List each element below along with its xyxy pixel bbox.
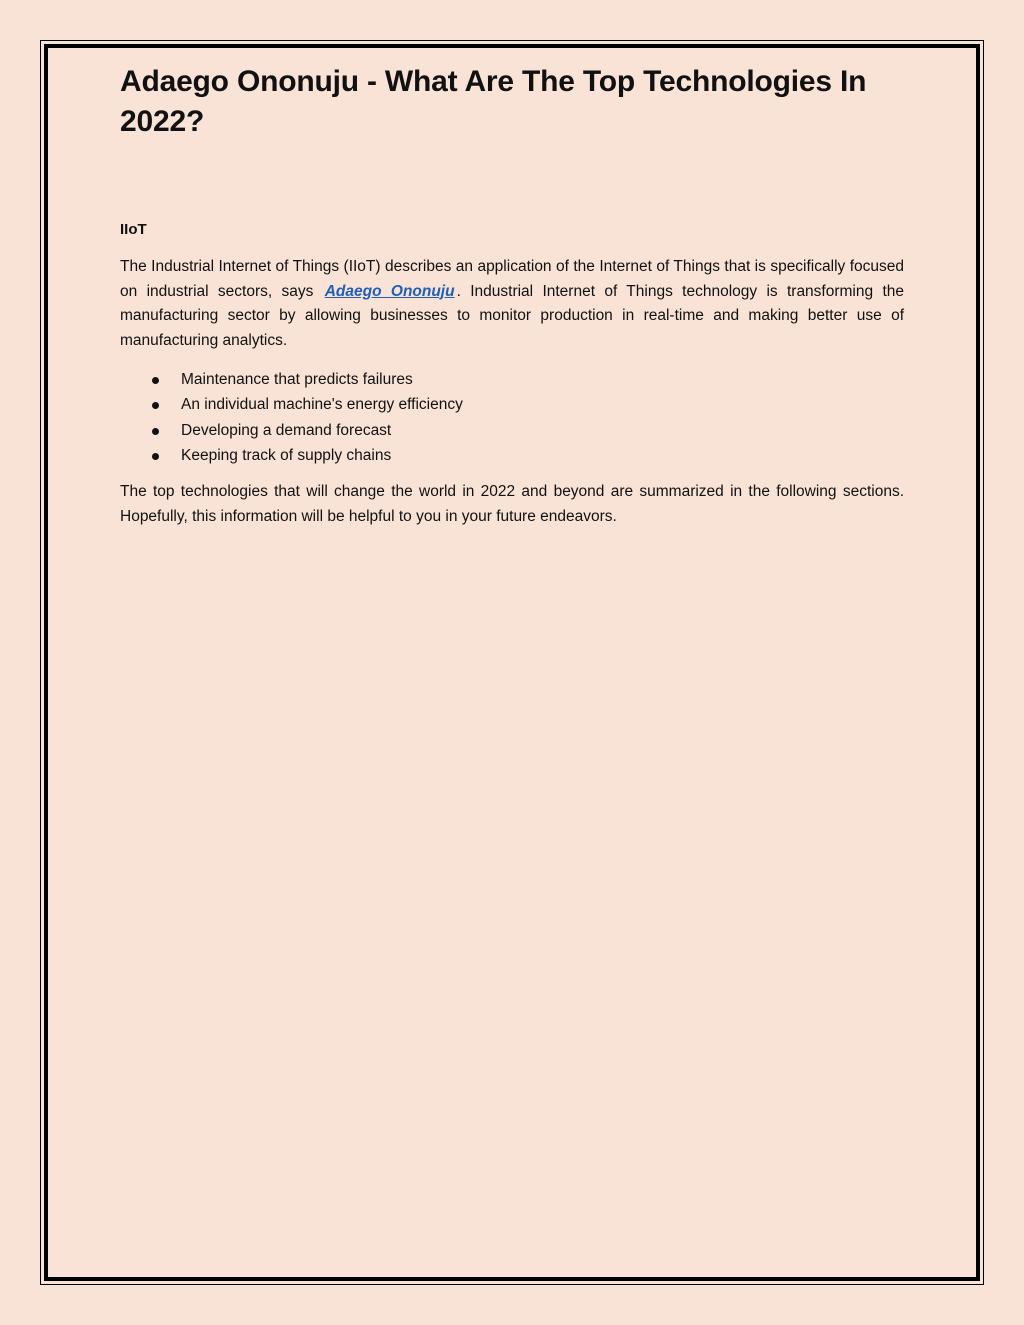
bullet-icon <box>152 402 159 409</box>
list-item <box>120 443 463 468</box>
page-border <box>40 40 984 1285</box>
intro-text-after-link: . Industrial Internet of Things technology is transforming the manufacturing sector by allowing businesses to monitor production in real-time and making better use of manufacturing analytics. <box>120 282 904 349</box>
bullet-icon <box>152 453 159 460</box>
list-item <box>120 367 463 392</box>
list-item-text: Developing a demand forecast <box>181 421 392 439</box>
list-item-text: Maintenance that predicts failures <box>181 371 413 388</box>
list-item <box>120 392 463 417</box>
document-body <box>120 62 904 525</box>
intro-paragraph <box>120 255 904 353</box>
list-item <box>120 418 463 443</box>
author-link[interactable]: Adaego Ononuju <box>324 282 455 300</box>
document-title: Adaego Ononuju - What Are The Top Technologies In 2022? <box>120 65 867 138</box>
intro-text-before-link: The Industrial Internet of Things (IIoT) describes an application of the Internet of Things that is specifically focused on industrial sectors, says <box>120 258 904 300</box>
list-item-text: Keeping track of supply chains <box>181 446 392 464</box>
section-heading: IIoT <box>120 221 147 238</box>
list-item-text: An individual machine's energy efficiency <box>181 396 463 414</box>
iiot-use-cases-list <box>120 367 463 468</box>
page-border-inner <box>44 44 980 1281</box>
bullet-icon <box>152 377 159 384</box>
bullet-icon <box>152 428 159 435</box>
closing-paragraph: The top technologies that will change the world in 2022 and beyond are summarized in the following sections. Hopefully, this information will be helpful to you in your future endeavors. <box>120 483 904 525</box>
